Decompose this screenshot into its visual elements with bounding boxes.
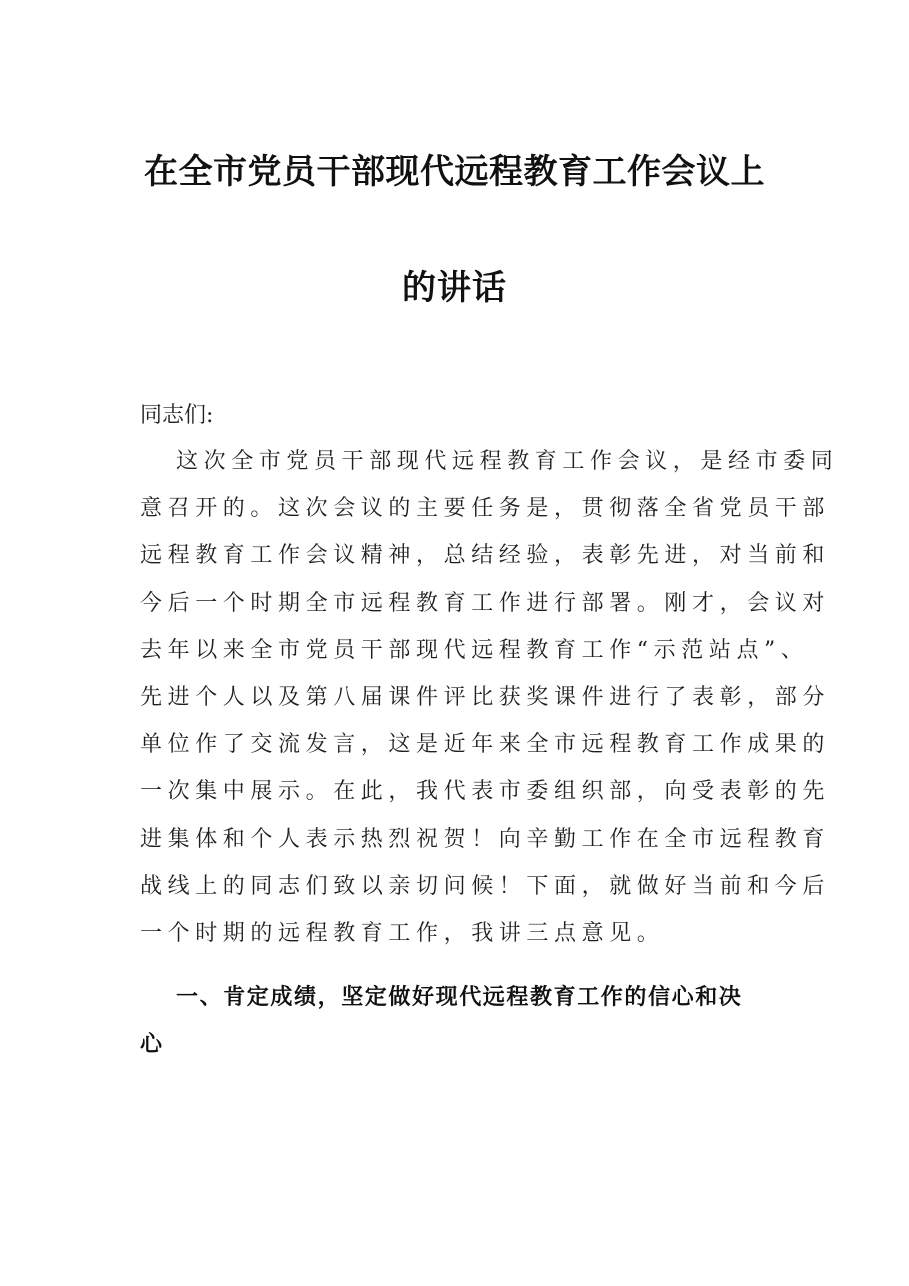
paragraph-line: 这次全市党员干部现代远程教育工作会议，是经市委同 [176, 449, 839, 474]
paragraph-line: 去年以来全市党员干部现代远程教育工作“示范站点”、 [140, 638, 809, 663]
section-heading-line-2: 心 [140, 1032, 164, 1057]
document-title-line-2: 的讲话 [402, 268, 507, 308]
paragraph-line: 今后一个时期全市远程教育工作进行部署。刚才，会议对 [140, 591, 831, 616]
paragraph-line: 远程教育工作会议精神，总结经验，表彰先进，对当前和 [140, 543, 831, 568]
paragraph-line: 进集体和个人表示热烈祝贺！向辛勤工作在全市远程教育 [140, 827, 831, 852]
paragraph-line: 单位作了交流发言，这是近年来全市远程教育工作成果的 [140, 732, 831, 757]
salutation: 同志们: [140, 403, 214, 428]
document-title-line-1: 在全市党员干部现代远程教育工作会议上 [144, 152, 765, 192]
paragraph-line: 意召开的。这次会议的主要任务是，贯彻落全省党员干部 [140, 496, 831, 521]
section-heading-line-1: 一、肯定成绩，坚定做好现代远程教育工作的信心和决 [176, 985, 743, 1010]
paragraph-line: 一次集中展示。在此，我代表市委组织部，向受表彰的先 [140, 779, 831, 804]
paragraph-line: 先进个人以及第八届课件评比获奖课件进行了表彰，部分 [140, 685, 831, 710]
paragraph-line: 战线上的同志们致以亲切问候！下面，就做好当前和今后 [140, 874, 831, 899]
paragraph-line: 一个时期的远程教育工作，我讲三点意见。 [140, 921, 665, 946]
